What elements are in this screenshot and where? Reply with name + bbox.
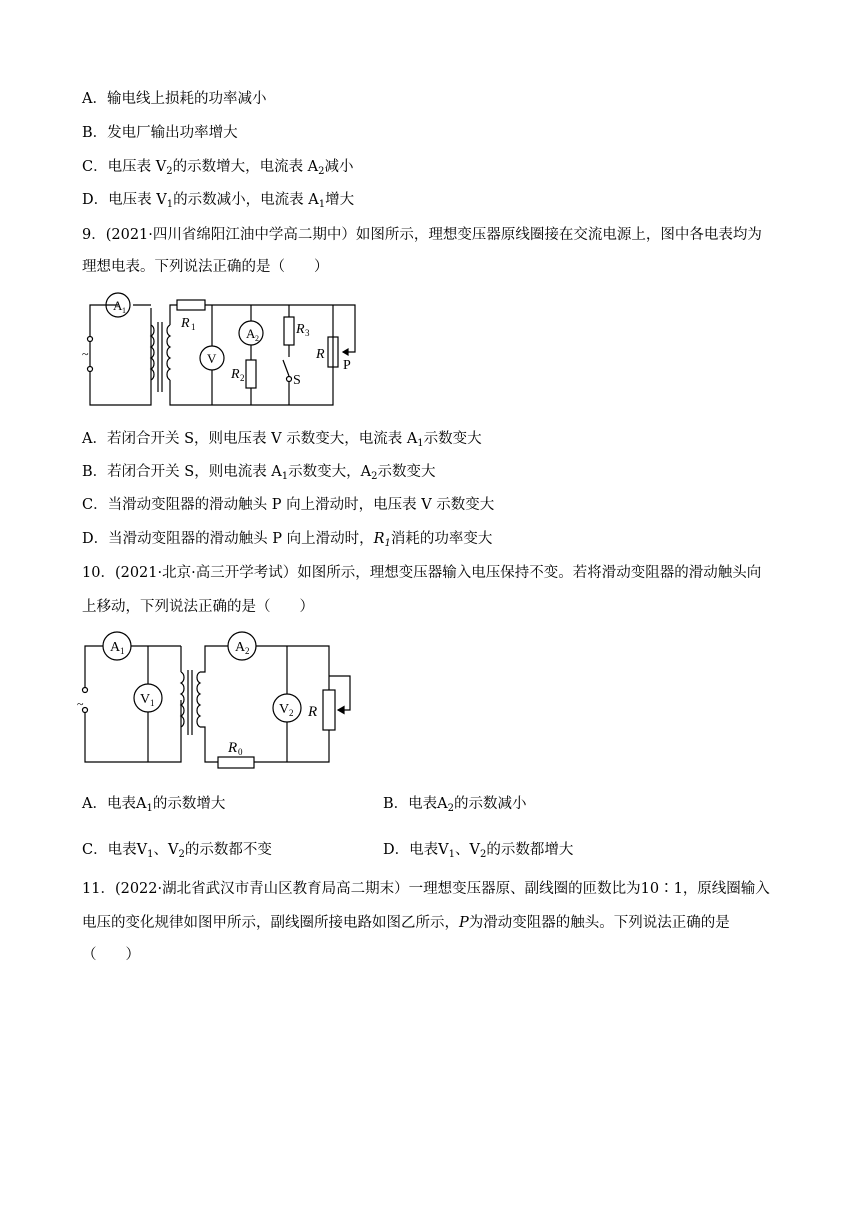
svg-text:2: 2 [245, 646, 250, 656]
svg-text:0: 0 [238, 747, 243, 757]
svg-text:R: R [308, 704, 318, 720]
q9-option-d: D．当滑动变阻器的滑动触头 P 向上滑动时，$R_1$消耗的功率变大 [82, 531, 493, 549]
q10-rheostat-r [323, 690, 335, 730]
svg-text:S: S [293, 373, 301, 388]
svg-text:2: 2 [289, 708, 294, 718]
svg-text:A: A [113, 298, 123, 313]
q8-option-d: D．电压表 $V_1$的示数减小，电流表 $A_1$增大 [82, 192, 355, 210]
svg-text:R: R [316, 347, 325, 362]
svg-text:1: 1 [150, 698, 155, 708]
svg-text:1: 1 [120, 646, 125, 656]
q11-stem-line1: 11．(2022·湖北省武汉市青山区教育局高二期末）一理想变压器原、副线圈的匝数比为10∶1，原线圈输入 [82, 881, 770, 897]
q9-option-b: B．若闭合开关 S，则电流表 $A_1$示数变大，$A_2$示数变大 [82, 464, 436, 482]
svg-text:R: R [228, 740, 238, 756]
svg-text:A: A [235, 640, 246, 655]
svg-text:2: 2 [240, 373, 245, 383]
svg-text:3: 3 [305, 328, 310, 338]
q10-option-b: B．电表$A_2$的示数减小 [383, 796, 527, 814]
svg-text:~: ~ [77, 697, 84, 711]
q8-option-b: B．发电厂输出功率增大 [82, 125, 238, 141]
q10-option-a: A．电表$A_1$的示数增大 [82, 796, 226, 814]
svg-text:1: 1 [191, 322, 196, 332]
q8-option-a: A．输电线上损耗的功率减小 [82, 91, 267, 107]
svg-text:V: V [279, 702, 290, 717]
q10-option-c: C．电表$V_1$、$V_2$的示数都不变 [82, 842, 272, 860]
q8-option-c: C．电压表 $V_2$的示数增大，电流表 $A_2$减小 [82, 159, 354, 177]
q9-stem-line2: 理想电表。下列说法正确的是（ ） [82, 259, 329, 275]
svg-text:R: R [296, 322, 305, 337]
svg-text:R: R [231, 367, 240, 382]
q9-option-a: A．若闭合开关 S，则电压表 V 示数变大，电流表 $A_1$示数变大 [82, 431, 482, 449]
svg-text:V: V [140, 692, 151, 707]
svg-text:1: 1 [122, 306, 126, 315]
q11-stem-line3: （ ） [82, 947, 140, 963]
q10-resistor-r0 [218, 757, 254, 768]
q10-stem-line1: 10．(2021·北京·高三开学考试）如图所示，理想变压器输入电压保持不变。若将滑动变阻器的滑动触头向 [82, 565, 762, 581]
q9-stem-line1: 9．(2021·四川省绵阳江油中学高二期中）如图所示，理想变压器原线圈接在交流电源上，图中各电表均为 [82, 227, 762, 243]
svg-text:~: ~ [82, 347, 89, 361]
q10-option-d: D．电表$V_1$、$V_2$的示数都增大 [383, 842, 574, 860]
svg-text:V: V [207, 351, 217, 366]
svg-text:R: R [181, 316, 190, 331]
svg-text:A: A [246, 326, 256, 341]
q10-stem-line2: 上移动，下列说法正确的是（ ） [82, 599, 314, 615]
svg-text:P: P [343, 358, 351, 373]
q11-stem-line2: 电压的变化规律如图甲所示，副线圈所接电路如图乙所示，P为滑动变阻器的触头。下列说法正确的是 [82, 915, 730, 931]
svg-text:A: A [110, 640, 121, 655]
svg-text:2: 2 [255, 334, 259, 343]
q9-option-c: C．当滑动变阻器的滑动触头 P 向上滑动时，电压表 V 示数变大 [82, 497, 495, 513]
